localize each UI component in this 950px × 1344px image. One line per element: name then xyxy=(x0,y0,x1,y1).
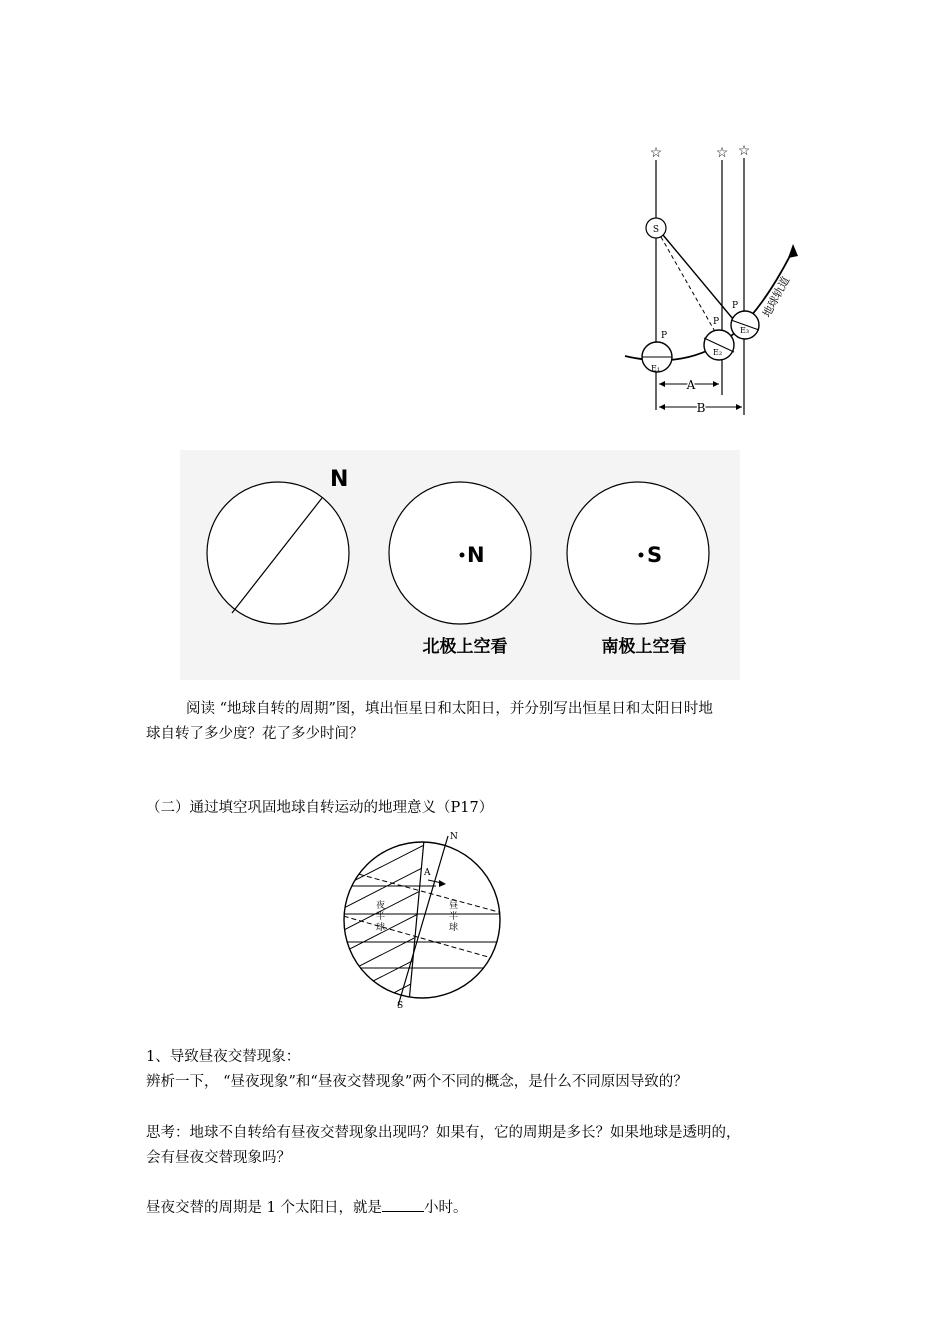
night-label-2: 半 xyxy=(376,912,386,922)
rotation-period-diagram xyxy=(615,140,815,420)
axis-north-label: N xyxy=(330,467,349,492)
point-a-label: A xyxy=(424,868,431,878)
period-text-before: 昼夜交替的周期是 1 个太阳日，就是 xyxy=(146,1200,382,1216)
reading-task-line2: 球自转了多少度？花了多少时间？ xyxy=(146,726,364,742)
reading-task-line1: 阅读 “地球自转的周期”图，填出恒星日和太阳日，并分别写出恒星日和太阳日时地 xyxy=(186,701,713,717)
period-sentence xyxy=(146,1196,786,1221)
dimension-b-label: B xyxy=(696,401,706,415)
think-line1: 思考：地球不自转给有昼夜交替现象出现吗？如果有，它的周期是多长？如果地球是透明的， xyxy=(146,1125,741,1141)
north-pole-label: N xyxy=(467,543,485,567)
sun-label: S xyxy=(652,225,660,235)
period-text-after: 小时。 xyxy=(423,1200,468,1216)
day-label-1: 昼 xyxy=(449,901,459,911)
earth-views-diagram xyxy=(180,450,740,680)
think-line2: 会有昼夜交替现象吗？ xyxy=(146,1150,291,1166)
pole-label: P xyxy=(732,301,739,311)
pole-label: P xyxy=(661,331,668,341)
orbit-label: 地球轨道 xyxy=(760,274,793,320)
south-view-circle xyxy=(567,482,709,624)
south-pole-dot xyxy=(639,553,644,558)
day-label-3: 球 xyxy=(449,923,459,933)
north-pole-dot xyxy=(460,553,465,558)
south-view-caption: 南极上空看 xyxy=(601,637,687,657)
item1-question: 辨析一下， “昼夜现象”和“昼夜交替现象”两个不同的概念，是什么不同原因导致的？ xyxy=(146,1074,688,1090)
axis-north-label: N xyxy=(450,832,458,842)
dimension-a-label: A xyxy=(686,378,696,392)
pole-label: P xyxy=(713,317,720,327)
night-label-3: 球 xyxy=(376,923,386,933)
day-night-diagram xyxy=(336,828,506,1013)
item1-title: 1、导致昼夜交替现象： xyxy=(146,1049,301,1065)
night-label-1: 夜 xyxy=(376,901,386,911)
day-label-2: 半 xyxy=(449,912,459,922)
star-icon: ☆ xyxy=(715,145,729,161)
north-view-caption: 北极上空看 xyxy=(422,637,508,657)
earth-label: E₃ xyxy=(740,326,750,335)
side-view-circle xyxy=(207,482,349,624)
earth-label: E₂ xyxy=(713,348,723,357)
earth-label: E₁ xyxy=(651,364,661,373)
south-pole-label: S xyxy=(647,543,663,567)
axis-south-label: S xyxy=(397,1001,404,1011)
star-icon: ☆ xyxy=(649,145,663,161)
orbit-arrow xyxy=(788,244,798,258)
section-heading: （二）通过填空巩固地球自转运动的地理意义（P17） xyxy=(146,800,494,816)
hours-blank[interactable] xyxy=(382,1197,424,1212)
rotation-arrow xyxy=(439,880,446,887)
north-view-circle xyxy=(389,482,531,624)
star-icon: ☆ xyxy=(737,143,751,159)
